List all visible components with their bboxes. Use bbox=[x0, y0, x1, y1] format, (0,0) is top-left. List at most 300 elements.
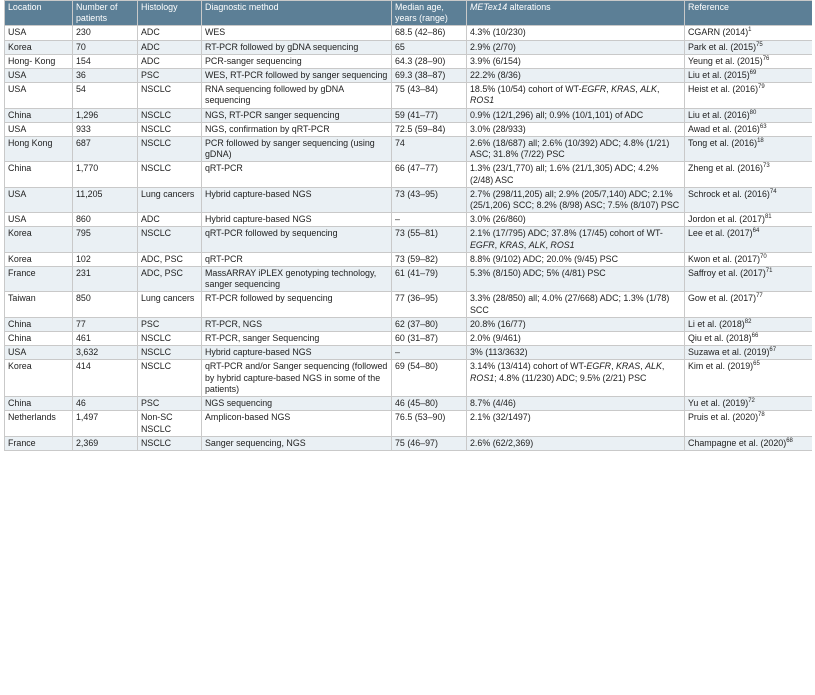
histology-cell-text: NSCLC bbox=[141, 163, 172, 174]
histology-cell-text: PSC bbox=[141, 70, 160, 81]
location-cell-text: France bbox=[8, 268, 36, 279]
median-age-cell bbox=[392, 346, 467, 360]
reference-citation-number: 69 bbox=[749, 70, 757, 77]
location-cell-text: Hong Kong bbox=[8, 138, 53, 149]
location-cell-text: China bbox=[8, 398, 32, 409]
reference-cell bbox=[685, 227, 813, 252]
alterations-cell bbox=[467, 346, 685, 360]
histology-cell bbox=[138, 137, 202, 162]
alterations-text: 3.9% (6/154) bbox=[470, 55, 521, 66]
histology-cell-text: ADC, PSC bbox=[141, 268, 183, 279]
table-row bbox=[5, 360, 813, 397]
table-row bbox=[5, 227, 813, 252]
method-cell-text: Hybrid capture-based NGS bbox=[205, 188, 312, 199]
median-age-cell-text: 73 (59–82) bbox=[395, 253, 438, 264]
method-cell bbox=[202, 108, 392, 122]
reference-citation-number: 82 bbox=[744, 318, 752, 325]
patients-cell-text: 860 bbox=[76, 214, 91, 225]
method-cell bbox=[202, 346, 392, 360]
histology-cell-text: ADC bbox=[141, 27, 160, 38]
reference-text: Pruis et al. (2020) bbox=[688, 412, 759, 423]
reference-cell bbox=[685, 360, 813, 397]
histology-cell bbox=[138, 360, 202, 397]
patients-cell bbox=[73, 40, 138, 54]
reference-text: Kim et al. (2019) bbox=[688, 361, 754, 372]
method-cell-text: qRT-PCR bbox=[205, 253, 243, 264]
reference-cell bbox=[685, 346, 813, 360]
location-cell-text: France bbox=[8, 437, 36, 448]
reference-citation-number: 80 bbox=[749, 109, 757, 116]
alterations-text: 1.3% (23/1,770) all; 1.6% (21/1,305) ADC; 4.2% (2/48) ASC bbox=[470, 163, 659, 185]
histology-cell-text: Lung cancers bbox=[141, 188, 195, 199]
alterations-text: 20.8% (16/77) bbox=[470, 318, 526, 329]
method-cell bbox=[202, 137, 392, 162]
method-cell bbox=[202, 411, 392, 436]
median-age-cell bbox=[392, 54, 467, 68]
median-age-cell bbox=[392, 26, 467, 40]
location-cell bbox=[5, 26, 73, 40]
method-cell-text: NGS, RT-PCR sanger sequencing bbox=[205, 109, 340, 120]
median-age-cell-text: 72.5 (59–84) bbox=[395, 123, 446, 134]
method-cell-text: PCR followed by sanger sequencing (using gDNA) bbox=[205, 138, 375, 160]
location-cell-text: Korea bbox=[8, 361, 32, 372]
alterations-text: 2.7% (298/11,205) all; 2.9% (205/7,140) ADC; 2.1% (25/1,206) SCC; 8.2% (8/98) ASC; 7.5% (8/107) PSC bbox=[470, 188, 680, 211]
method-cell-text: NGS, confirmation by qRT-PCR bbox=[205, 123, 330, 134]
histology-cell-text: ADC bbox=[141, 214, 160, 225]
reference-cell bbox=[685, 187, 813, 212]
method-cell bbox=[202, 26, 392, 40]
alterations-cell bbox=[467, 227, 685, 252]
histology-cell-text: PSC bbox=[141, 318, 160, 329]
location-cell-text: USA bbox=[8, 123, 27, 134]
table-row bbox=[5, 267, 813, 292]
alterations-cell bbox=[467, 83, 685, 108]
reference-citation-number: 79 bbox=[758, 84, 765, 91]
histology-cell bbox=[138, 332, 202, 346]
location-cell bbox=[5, 40, 73, 54]
median-age-cell-text: 69 (54–80) bbox=[395, 361, 438, 372]
location-cell bbox=[5, 137, 73, 162]
table-row bbox=[5, 346, 813, 360]
patients-cell-text: 461 bbox=[76, 333, 91, 344]
method-cell-text: Hybrid capture-based NGS bbox=[205, 214, 312, 225]
gene-name: EGFR bbox=[586, 361, 612, 372]
column-header bbox=[138, 1, 202, 26]
histology-cell bbox=[138, 54, 202, 68]
median-age-cell-text: 62 (37–80) bbox=[395, 318, 438, 329]
histology-cell bbox=[138, 122, 202, 136]
location-cell-text: China bbox=[8, 333, 32, 344]
alterations-text: , bbox=[606, 84, 612, 95]
alterations-text: 18.5% (10/54) cohort of WT- bbox=[470, 84, 582, 95]
location-cell bbox=[5, 213, 73, 227]
location-cell-text: USA bbox=[8, 214, 27, 225]
table-row bbox=[5, 213, 813, 227]
reference-cell bbox=[685, 108, 813, 122]
reference-text: Li et al. (2018) bbox=[688, 318, 745, 329]
gene-name: ALK bbox=[528, 239, 546, 250]
median-age-cell-text: 59 (41–77) bbox=[395, 109, 438, 120]
median-age-cell-text: 75 (43–84) bbox=[395, 84, 438, 95]
median-age-cell-text: 46 (45–80) bbox=[395, 398, 438, 409]
patients-cell-text: 231 bbox=[76, 268, 91, 279]
patients-cell-text: 795 bbox=[76, 228, 91, 239]
location-cell bbox=[5, 252, 73, 266]
gene-name: KRAS bbox=[616, 361, 641, 372]
patients-cell bbox=[73, 69, 138, 83]
reference-cell bbox=[685, 162, 813, 187]
histology-cell-text: NSCLC bbox=[141, 333, 172, 344]
location-cell bbox=[5, 411, 73, 436]
median-age-cell bbox=[392, 436, 467, 450]
histology-cell bbox=[138, 267, 202, 292]
column-header bbox=[73, 1, 138, 26]
alterations-text: 3.0% (28/933) bbox=[470, 123, 526, 134]
alterations-cell bbox=[467, 40, 685, 54]
column-header-suffix: alterations bbox=[507, 2, 551, 12]
histology-cell-text: NSCLC bbox=[141, 123, 172, 134]
method-cell bbox=[202, 213, 392, 227]
location-cell bbox=[5, 332, 73, 346]
method-cell bbox=[202, 69, 392, 83]
location-cell-text: Korea bbox=[8, 253, 32, 264]
reference-text: Jordon et al. (2017) bbox=[688, 214, 765, 225]
reference-text: Tong et al. (2016) bbox=[688, 138, 758, 149]
reference-citation-number: 63 bbox=[759, 123, 767, 130]
patients-cell bbox=[73, 26, 138, 40]
median-age-cell bbox=[392, 397, 467, 411]
reference-citation-number: 18 bbox=[757, 138, 764, 145]
median-age-cell bbox=[392, 162, 467, 187]
column-header-label: Location bbox=[8, 2, 42, 12]
patients-cell-text: 102 bbox=[76, 253, 91, 264]
alterations-cell bbox=[467, 187, 685, 212]
patients-cell-text: 933 bbox=[76, 123, 91, 134]
reference-text: Liu et al. (2016) bbox=[688, 109, 750, 120]
gene-name: ROS1 bbox=[550, 239, 575, 250]
histology-cell bbox=[138, 252, 202, 266]
method-cell-text: WES bbox=[205, 27, 226, 38]
patients-cell-text: 11,205 bbox=[76, 188, 103, 199]
histology-cell bbox=[138, 26, 202, 40]
histology-cell-text: ADC, PSC bbox=[141, 253, 183, 264]
alterations-text: 2.6% (18/687) all; 2.6% (10/392) ADC; 4.8% (1/21) ASC; 31.8% (7/22) PSC bbox=[470, 138, 670, 160]
median-age-cell bbox=[392, 187, 467, 212]
patients-cell bbox=[73, 137, 138, 162]
alterations-cell bbox=[467, 69, 685, 83]
alterations-cell bbox=[467, 317, 685, 331]
alterations-cell bbox=[467, 292, 685, 317]
location-cell bbox=[5, 83, 73, 108]
reference-text: CGARN (2014) bbox=[688, 27, 749, 38]
median-age-cell-text: 60 (31–87) bbox=[395, 333, 438, 344]
location-cell bbox=[5, 54, 73, 68]
reference-text: Gow et al. (2017) bbox=[688, 293, 757, 304]
histology-cell bbox=[138, 227, 202, 252]
column-header-label: Median age, years (range) bbox=[395, 2, 448, 24]
patients-cell bbox=[73, 436, 138, 450]
reference-citation-number: 1 bbox=[748, 27, 752, 34]
median-age-cell bbox=[392, 411, 467, 436]
median-age-cell bbox=[392, 213, 467, 227]
reference-text: Yeung et al. (2015) bbox=[688, 55, 763, 66]
location-cell-text: Korea bbox=[8, 228, 32, 239]
patients-cell bbox=[73, 227, 138, 252]
reference-cell bbox=[685, 332, 813, 346]
alterations-text: 8.7% (4/46) bbox=[470, 398, 516, 409]
alterations-text: , bbox=[661, 361, 665, 372]
column-header-italic: METex14 bbox=[470, 2, 508, 12]
location-cell bbox=[5, 227, 73, 252]
alterations-cell bbox=[467, 54, 685, 68]
median-age-cell bbox=[392, 292, 467, 317]
reference-citation-number: 81 bbox=[764, 214, 772, 221]
gene-name: ROS1 bbox=[470, 95, 495, 106]
histology-cell-text: NSCLC bbox=[141, 361, 172, 372]
reference-citation-number: 76 bbox=[762, 55, 770, 62]
table-row bbox=[5, 187, 813, 212]
location-cell bbox=[5, 187, 73, 212]
alterations-text: 22.2% (8/36) bbox=[470, 70, 521, 81]
alterations-text: 3.14% (13/414) cohort of WT- bbox=[470, 361, 587, 372]
location-cell-text: USA bbox=[8, 27, 27, 38]
alterations-cell bbox=[467, 213, 685, 227]
location-cell bbox=[5, 122, 73, 136]
location-cell-text: USA bbox=[8, 347, 27, 358]
method-cell bbox=[202, 122, 392, 136]
table-row bbox=[5, 122, 813, 136]
method-cell bbox=[202, 292, 392, 317]
method-cell-text: RNA sequencing followed by gDNA sequencing bbox=[205, 84, 344, 106]
median-age-cell bbox=[392, 83, 467, 108]
reference-text: Heist et al. (2016) bbox=[688, 84, 759, 95]
table-row bbox=[5, 411, 813, 436]
column-header-label: Reference bbox=[688, 2, 729, 12]
median-age-cell-text: 66 (47–77) bbox=[395, 163, 438, 174]
method-cell bbox=[202, 332, 392, 346]
reference-cell bbox=[685, 213, 813, 227]
reference-citation-number: 65 bbox=[753, 361, 760, 368]
histology-cell bbox=[138, 213, 202, 227]
location-cell-text: China bbox=[8, 318, 32, 329]
reference-cell bbox=[685, 83, 813, 108]
reference-cell bbox=[685, 40, 813, 54]
location-cell bbox=[5, 108, 73, 122]
location-cell bbox=[5, 346, 73, 360]
patients-cell-text: 850 bbox=[76, 293, 91, 304]
reference-cell bbox=[685, 411, 813, 436]
alterations-cell bbox=[467, 436, 685, 450]
location-cell-text: Korea bbox=[8, 41, 32, 52]
median-age-cell bbox=[392, 137, 467, 162]
patients-cell bbox=[73, 162, 138, 187]
method-cell bbox=[202, 267, 392, 292]
alterations-cell bbox=[467, 267, 685, 292]
histology-cell-text: NSCLC bbox=[141, 347, 172, 358]
reference-text: Liu et al. (2015) bbox=[688, 70, 750, 81]
method-cell-text: RT-PCR followed by sequencing bbox=[205, 293, 333, 304]
location-cell-text: China bbox=[8, 109, 32, 120]
median-age-cell-text: 61 (41–79) bbox=[395, 268, 438, 279]
median-age-cell-text: 75 (46–97) bbox=[395, 437, 438, 448]
location-cell-text: China bbox=[8, 163, 32, 174]
patients-cell-text: 230 bbox=[76, 27, 91, 38]
median-age-cell-text: – bbox=[395, 347, 400, 358]
method-cell bbox=[202, 162, 392, 187]
patients-cell-text: 1,770 bbox=[76, 163, 99, 174]
met-alterations-table bbox=[4, 0, 812, 451]
location-cell-text: USA bbox=[8, 70, 27, 81]
gene-name: KRAS bbox=[499, 239, 524, 250]
patients-cell bbox=[73, 252, 138, 266]
gene-name: KRAS bbox=[611, 84, 636, 95]
reference-cell bbox=[685, 267, 813, 292]
histology-cell-text: ADC bbox=[141, 41, 160, 52]
alterations-text: 8.8% (9/102) ADC; 20.0% (9/45) PSC bbox=[470, 253, 618, 264]
median-age-cell-text: 64.3 (28–90) bbox=[395, 55, 446, 66]
method-cell-text: Amplicon-based NGS bbox=[205, 412, 291, 423]
location-cell-text: Hong- Kong bbox=[8, 55, 56, 66]
method-cell-text: RT-PCR, NGS bbox=[205, 318, 263, 329]
reference-text: Awad et al. (2016) bbox=[688, 123, 760, 134]
reference-citation-number: 74 bbox=[769, 188, 777, 195]
reference-citation-number: 75 bbox=[756, 41, 763, 48]
median-age-cell-text: 73 (43–95) bbox=[395, 188, 438, 199]
histology-cell bbox=[138, 411, 202, 436]
gene-name: ALK bbox=[640, 84, 657, 95]
table-row bbox=[5, 108, 813, 122]
median-age-cell bbox=[392, 332, 467, 346]
location-cell bbox=[5, 436, 73, 450]
histology-cell bbox=[138, 397, 202, 411]
method-cell bbox=[202, 54, 392, 68]
alterations-text: , bbox=[494, 239, 500, 250]
alterations-text: 4.3% (10/230) bbox=[470, 27, 526, 38]
alterations-cell bbox=[467, 137, 685, 162]
reference-text: Saffroy et al. (2017) bbox=[688, 268, 766, 279]
histology-cell-text: NSCLC bbox=[141, 138, 172, 149]
table-body bbox=[5, 26, 813, 451]
location-cell bbox=[5, 360, 73, 397]
reference-cell bbox=[685, 436, 813, 450]
reference-cell bbox=[685, 137, 813, 162]
reference-citation-number: 68 bbox=[786, 437, 793, 444]
patients-cell bbox=[73, 360, 138, 397]
method-cell bbox=[202, 397, 392, 411]
alterations-cell bbox=[467, 122, 685, 136]
patients-cell bbox=[73, 187, 138, 212]
method-cell-text: Hybrid capture-based NGS bbox=[205, 347, 312, 358]
reference-cell bbox=[685, 252, 813, 266]
alterations-text: 2.9% (2/70) bbox=[470, 41, 516, 52]
median-age-cell bbox=[392, 108, 467, 122]
patients-cell-text: 77 bbox=[76, 318, 86, 329]
method-cell bbox=[202, 40, 392, 54]
location-cell bbox=[5, 292, 73, 317]
reference-citation-number: 77 bbox=[756, 293, 763, 300]
reference-cell bbox=[685, 122, 813, 136]
alterations-text: 5.3% (8/150) ADC; 5% (4/81) PSC bbox=[470, 268, 606, 279]
patients-cell-text: 2,369 bbox=[76, 437, 99, 448]
patients-cell-text: 70 bbox=[76, 41, 86, 52]
table-row bbox=[5, 292, 813, 317]
alterations-text: , bbox=[523, 239, 529, 250]
median-age-cell-text: 76.5 (53–90) bbox=[395, 412, 446, 423]
table-header-row bbox=[5, 1, 813, 26]
method-cell-text: MassARRAY iPLEX genotyping technology, sanger sequencing bbox=[205, 268, 377, 290]
alterations-text: 2.6% (62/2,369) bbox=[470, 437, 534, 448]
table-row bbox=[5, 436, 813, 450]
table-container bbox=[4, 0, 812, 693]
reference-citation-number: 70 bbox=[760, 253, 767, 260]
histology-cell-text: NSCLC bbox=[141, 109, 172, 120]
column-header bbox=[5, 1, 73, 26]
patients-cell-text: 414 bbox=[76, 361, 91, 372]
method-cell bbox=[202, 436, 392, 450]
location-cell bbox=[5, 317, 73, 331]
histology-cell-text: NSCLC bbox=[141, 437, 172, 448]
reference-text: Suzawa et al. (2019) bbox=[688, 347, 770, 358]
method-cell-text: qRT-PCR and/or Sanger sequencing (followed by hybrid capture-based NGS in some of the patients) bbox=[205, 361, 388, 394]
location-cell bbox=[5, 69, 73, 83]
reference-text: Schrock et al. (2016) bbox=[688, 188, 770, 199]
table-row bbox=[5, 137, 813, 162]
patients-cell-text: 3,632 bbox=[76, 347, 99, 358]
median-age-cell bbox=[392, 227, 467, 252]
histology-cell bbox=[138, 162, 202, 187]
median-age-cell bbox=[392, 40, 467, 54]
column-header-label: Number of patients bbox=[76, 2, 118, 24]
histology-cell-text: Non-SC NSCLC bbox=[141, 412, 173, 434]
patients-cell bbox=[73, 83, 138, 108]
table-row bbox=[5, 162, 813, 187]
histology-cell bbox=[138, 292, 202, 317]
location-cell-text: Netherlands bbox=[8, 412, 56, 423]
histology-cell bbox=[138, 40, 202, 54]
median-age-cell-text: 69.3 (38–87) bbox=[395, 70, 446, 81]
median-age-cell-text: – bbox=[395, 214, 400, 225]
alterations-cell bbox=[467, 108, 685, 122]
alterations-cell bbox=[467, 360, 685, 397]
histology-cell-text: PSC bbox=[141, 398, 160, 409]
column-header bbox=[392, 1, 467, 26]
alterations-text: 3.0% (26/860) bbox=[470, 214, 526, 225]
table-row bbox=[5, 332, 813, 346]
median-age-cell bbox=[392, 360, 467, 397]
median-age-cell bbox=[392, 317, 467, 331]
histology-cell-text: ADC bbox=[141, 55, 160, 66]
patients-cell bbox=[73, 317, 138, 331]
reference-citation-number: 66 bbox=[751, 333, 759, 340]
histology-cell bbox=[138, 346, 202, 360]
method-cell-text: RT-PCR followed by gDNA sequencing bbox=[205, 41, 359, 52]
reference-citation-number: 64 bbox=[752, 228, 760, 235]
location-cell bbox=[5, 397, 73, 411]
column-header bbox=[685, 1, 813, 26]
histology-cell bbox=[138, 436, 202, 450]
alterations-cell bbox=[467, 397, 685, 411]
histology-cell bbox=[138, 108, 202, 122]
method-cell-text: qRT-PCR bbox=[205, 163, 243, 174]
median-age-cell-text: 68.5 (42–86) bbox=[395, 27, 446, 38]
alterations-text: 3.3% (28/850) all; 4.0% (27/668) ADC; 1.3% (1/78) SCC bbox=[470, 293, 670, 315]
reference-citation-number: 67 bbox=[769, 347, 777, 354]
alterations-text: 2.1% (17/795) ADC; 37.8% (17/45) cohort of WT- bbox=[470, 228, 663, 239]
patients-cell-text: 1,296 bbox=[76, 109, 99, 120]
reference-citation-number: 72 bbox=[748, 398, 755, 405]
patients-cell-text: 1,497 bbox=[76, 412, 99, 423]
table-row bbox=[5, 54, 813, 68]
